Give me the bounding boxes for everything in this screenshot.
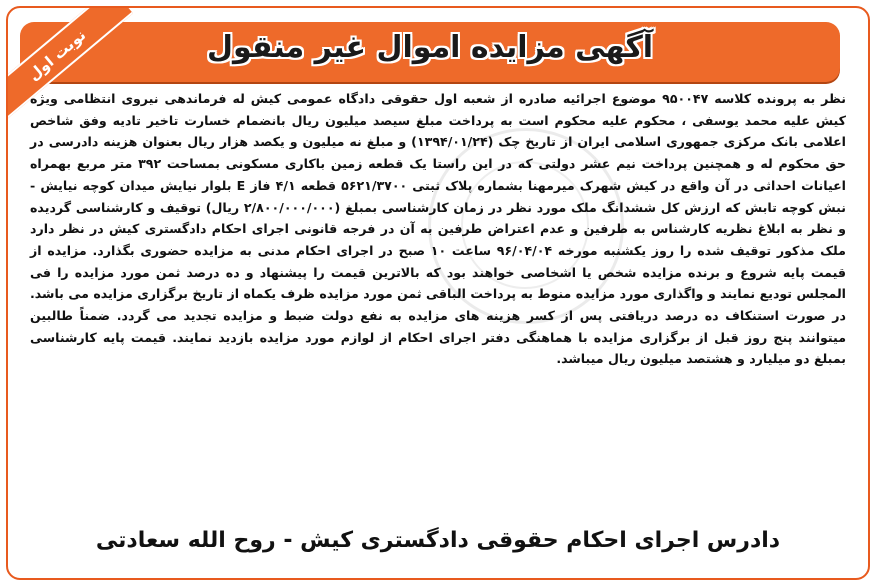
notice-body: نظر به پرونده کلاسه ۹۵۰۰۴۷ موضوع اجرائیه صادره از شعبه اول حقوقی دادگاه عمومی کیش له فرماندهی نیروی انتظامی ویژه کیش علیه محمد یوسفی ، محکوم علیه محکوم است به پرداخت مبلغ سیصد میلیون ریال بانضمام خسارت تاخیر تادیه وفق شاخص اعلامی بانک مرکزی جمهوری اسلامی ایران از تاریخ چک (۱۳۹۴/۰۱/۲۴) و مبلغ نه میلیون و یکصد هزار ریال بعنوان هزینه دادرسی در حق محکوم له و همچنین پرداخت نیم عشر دولتی که در این راستا یک قطعه زمین باکاری مسکونی بمساحت ۳۹۲ متر مربع بهمراه اعیانات احداثی در آن واقع در کیش شهرک میرمهنا بشماره پلاک ثبتی ۵۶۲۱/۳۷۰۰ قطعه ۴/۱ فاز E بلوار نیایش میدان کوچه نیایش - نبش کوچه تابش که ارزش کل ششدانگ ملک مورد نظر در زمان کارشناسی بمبلغ (۲/۸۰۰/۰۰۰/۰۰۰ ریال) توقیف و کارشناسی گردیده و نظر به ابلاغ نظریه کارشناس به طرفین و عدم اعتراض طرفین به آن در فرجه قانونی اجرای احکام دادگستری کیش در نظر دارد ملک مذکور توقیف شده را روز یکشنبه مورخه ۹۶/۰۴/۰۴ ساعت ۱۰ صبح در اجرای احکام مدنی به مزایده حضوری بگذارد. مزایده از قیمت پایه شروع و برنده مزایده شخص یا اشخاصی خواهند بود که بالاترین قیمت را پیشنهاد و ده درصد ثمن مورد مزایده را فی المجلس تودیع نمایند و واگذاری مورد مزایده منوط به پرداخت الباقی ثمن مورد مزایده ظرف یکماه از تاریخ برگزاری مزایده می باشد. در صورت استنکاف ده درصد دریافتی پس از کسر هزینه های مزایده به نفع دولت ضبط و مزایده تجدید می گردد. ضمناً طالبین میتوانند پنج روز قبل از برگزاری مزایده با هماهنگی دفتر اجرای احکام از لوازم مورد مزایده بازدید نمایند. قیمت پایه کارشناسی بمبلغ دو میلیارد و هشتصد میلیون ریال میباشد. bbox=[30, 91, 847, 367]
notice-signature: دادرس اجرای احکام حقوقی دادگستری کیش - روح الله سعادتی bbox=[95, 528, 781, 553]
issue-badge: نوبت اول bbox=[6, 6, 133, 123]
notice-title: آگهی مزایده اموال غیر منقول bbox=[206, 30, 654, 65]
notice-frame bbox=[6, 6, 870, 580]
title-banner bbox=[20, 22, 840, 82]
